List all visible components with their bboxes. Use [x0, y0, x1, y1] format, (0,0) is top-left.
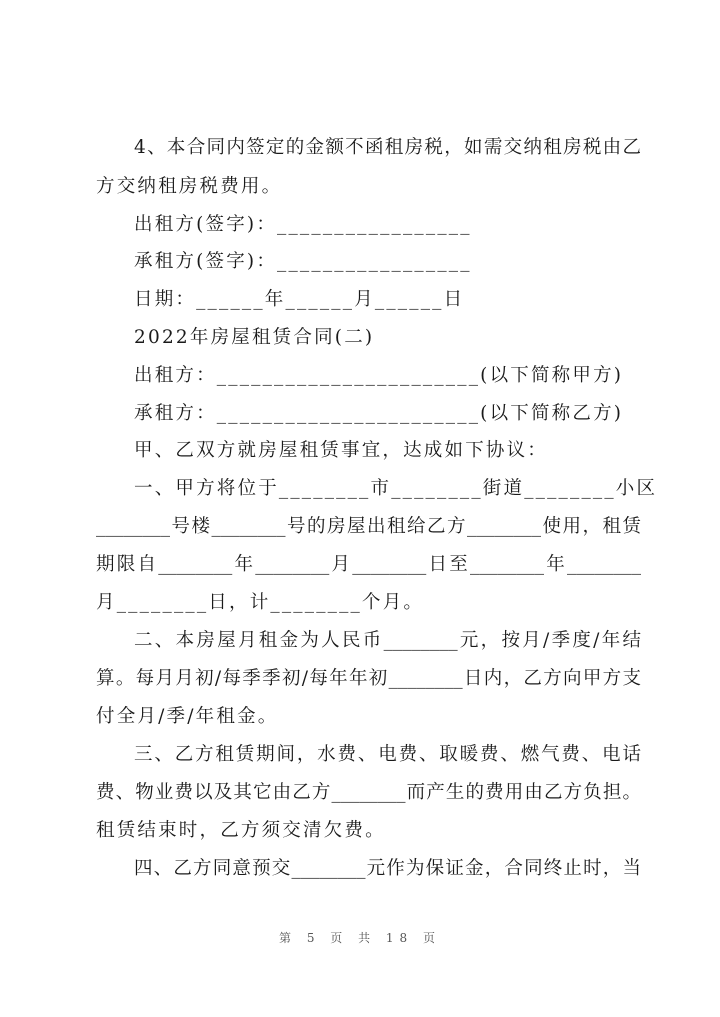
article-2-line-3: 付全月/季/年租金。: [96, 706, 279, 727]
clause-4-line-2: 方交纳租房税费用。: [96, 176, 283, 197]
lessee-signature-line: 承租方(签字)：_________________: [134, 251, 472, 272]
article-3-line-3: 租赁结束时，乙方须交清欠费。: [96, 820, 386, 841]
date-line: 日期：______年______月______日: [134, 289, 465, 310]
article-3-line-1: 三、乙方租赁期间，水费、电费、取暖费、燃气费、电话: [134, 744, 641, 765]
article-3-line-2: 费、物业费以及其它由乙方________而产生的费用由乙方负担。: [96, 782, 641, 803]
article-1-line-2: ________号楼________号的房屋出租给乙方________使用，租赁: [96, 516, 641, 537]
contract-2-title: 2022年房屋租赁合同(二): [134, 327, 375, 348]
preamble-line: 甲、乙双方就房屋租赁事宜，达成如下协议：: [134, 440, 549, 461]
lessor-signature-line: 出租方(签字)：_________________: [134, 214, 472, 235]
clause-4-line-1: 4、本合同内签定的金额不函租房税，如需交纳租房税由乙: [134, 137, 641, 158]
article-2-line-2: 算。每月月初/每季季初/每年年初________日内，乙方向甲方支: [96, 668, 641, 689]
page-number-footer: 第 5 页 共 18 页: [279, 931, 441, 945]
lessee-party-line: 承租方：_______________________(以下简称乙方): [134, 403, 624, 424]
article-1-line-4: 月________日，计________个月。: [96, 592, 425, 613]
article-1-line-1: 一、甲方将位于________市________街道________小区: [134, 478, 658, 499]
article-1-line-3: 期限自________年________月________日至________年________: [96, 554, 641, 575]
article-2-line-1: 二、本房屋月租金为人民币________元，按月/季度/年结: [134, 630, 641, 651]
lessor-party-line: 出租方：_______________________(以下简称甲方): [134, 365, 624, 386]
article-4-line-1: 四、乙方同意预交________元作为保证金，合同终止时，当: [134, 858, 641, 879]
